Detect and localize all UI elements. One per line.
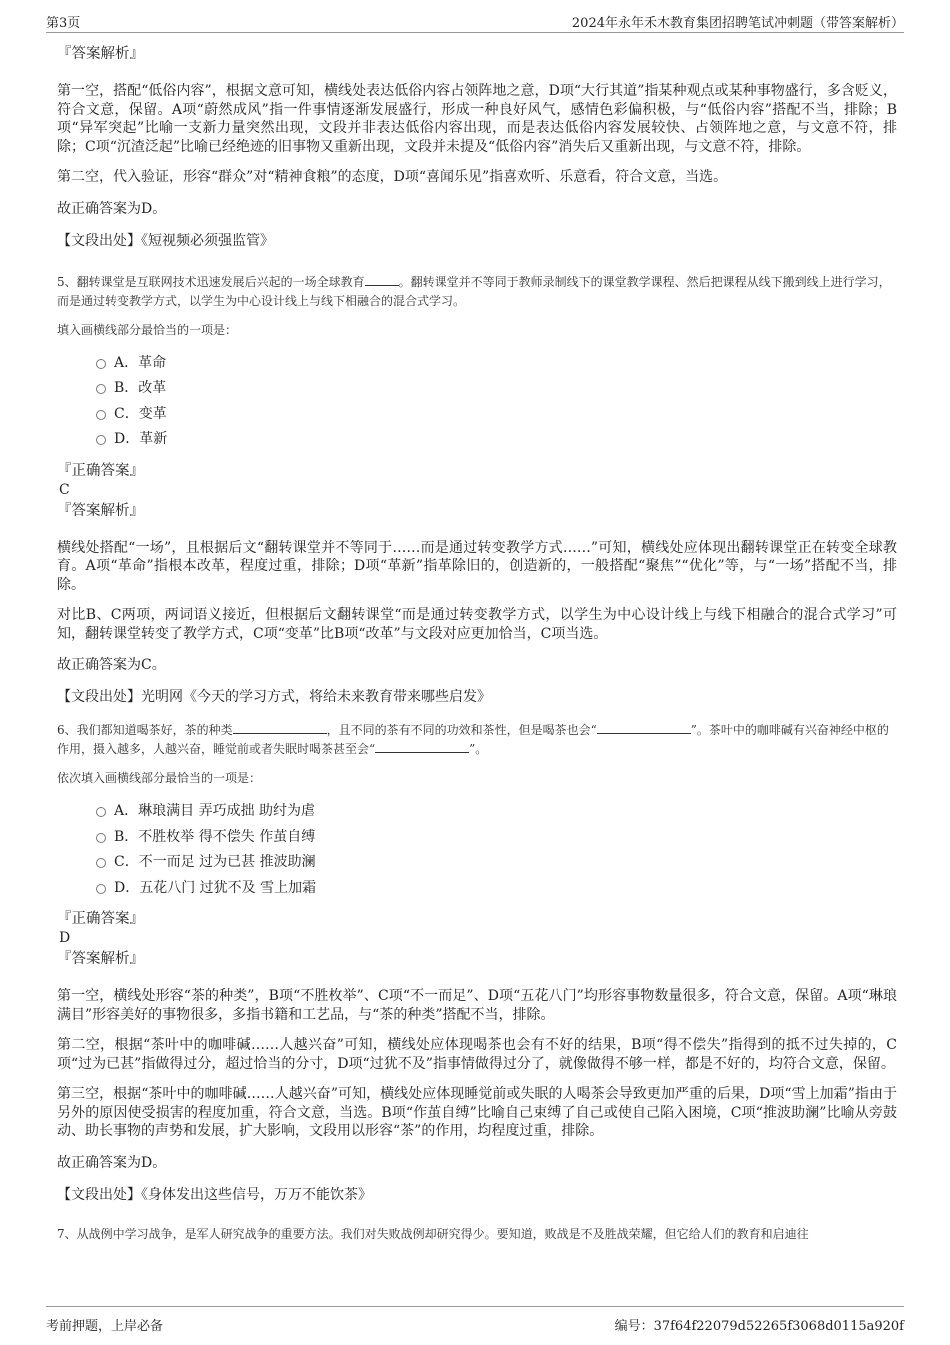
radio-button-icon[interactable] [96,807,106,817]
option-letter: B． [114,828,139,845]
question-text: ，且不同的茶有不同的功效和茶性，但是喝茶也会“ [326,723,597,737]
correct-answer: C [59,481,70,498]
option-letter: A． [114,803,139,819]
analysis-paragraph: 横线处搭配“一场”，且根据后文“翻转课堂并不等同于……而是通过转变教学方式……”可知，横线处应体现出翻转课堂正在转变全球教育。A项“革命”指根本改革，程度过重，排除；D项“革新”指革除旧的，创造新的，一般搭配“聚焦”“优化”等，与“一场”搭配不当，排除。 [57,539,897,593]
source-citation [57,687,897,707]
source-text: 光明网《今天的学习方式，将给未来教育带来哪些启发》 [141,689,491,705]
document-code [615,1315,904,1334]
analysis-heading: 『答案解析』 [57,502,144,519]
option-d[interactable] [57,427,897,453]
correct-answer-heading: 『正确答案』 [57,911,144,927]
question-prompt: 依次填入画横线部分最恰当的一项是： [57,771,262,785]
option-text: 变革 [138,405,167,422]
option-b[interactable] [57,376,897,402]
fill-blank [597,721,691,734]
radio-button-icon[interactable] [96,384,106,394]
question-stem-partial: 7、从战例中学习战争，是军人研究战争的重要方法。我们对失败战例却研究得少。要知道，败战是不及胜战荣耀，但它给人们的教育和启迪往 [57,1226,809,1241]
question-text: 6、我们都知道喝茶好，茶的种类 [57,723,233,737]
option-letter: A． [114,354,139,371]
source-citation [57,1185,897,1205]
analysis-conclusion: 故正确答案为D。 [57,200,167,217]
source-citation [57,231,897,251]
analysis-paragraph: 第一空，搭配“低俗内容”，根据文意可知，横线处表达低俗内容占领阵地之意，D项“大行其道”指某种观点或某种事物盛行，多含贬义，符合文意，保留。A项“蔚然成风”指一件事情逐渐发展盛行，形成一种良好风气，感情色彩偏积极，与“低俗内容”搭配不当，排除；B项“异军突起”比喻一支新力量突然出现，文段并非表达低俗内容出现，而是表达低俗内容发展较快、占领阵地之意，与文意不符，排除；C项“沉渣泛起”比喻已经绝迹的旧事物又重新出现，文段并未提及“低俗内容”消失后又重新出现，与文意不符，排除。 [57,83,897,155]
radio-button-icon[interactable] [96,833,106,843]
option-text: 五花八门 过犹不及 雪上加霜 [139,879,317,896]
fill-blank [233,721,327,734]
radio-button-icon[interactable] [96,435,106,445]
option-c[interactable] [57,402,897,428]
option-text: 改革 [138,380,167,396]
radio-button-icon[interactable] [96,858,106,868]
analysis-paragraph: 第二空，根据“茶叶中的咖啡碱……人越兴奋”可知，横线处应体现喝茶也会有不好的结果，B项“得不偿失”指得到的抵不过失掉的，C项“过为已甚”指做得过分，超过恰当的分寸，D项“过犹不及”指事情做得过分了，就像做得不够一样，都是不好的，均符合文意，保留。 [57,1037,897,1072]
option-text: 不胜枚举 得不偿失 作茧自缚 [138,828,316,845]
option-list [57,799,897,901]
document-body [57,44,897,1297]
option-d[interactable] [57,876,897,902]
question-text: ”。茶叶中的咖啡碱有兴奋神经中枢的作用，摄入越多，人越兴奋，睡觉前或者失眠时喝茶甚至会“ [57,723,889,756]
radio-button-icon[interactable] [96,884,106,894]
option-text: 革新 [139,431,168,447]
radio-button-icon[interactable] [96,359,106,369]
analysis-conclusion: 故正确答案为D。 [57,1154,167,1171]
option-letter: D． [114,431,140,447]
page-footer [46,1306,904,1337]
analysis-paragraph: 第一空，横线处形容“茶的种类”，B项“不胜枚举”、C项“不一而足”、D项“五花八门”均形容事物数量很多，符合文意，保留。A项“琳琅满目”形容美好的事物很多，多指书籍和工艺品，与“茶的种类”搭配不当，排除。 [57,988,897,1023]
question-stem [57,273,897,311]
fill-blank [375,740,469,753]
option-list [57,351,897,453]
document-title: 2024年永年禾木教育集团招聘笔试冲刺题（带答案解析） [571,16,904,31]
option-letter: C． [114,854,139,870]
analysis-paragraph: 对比B、C两项，两词语义接近，但根据后文翻转课堂“而是通过转变教学方式，以学生为中心设计线上与线下相融合的混合式学习”可知，翻转课堂转变了教学方式，C项“变革”比B项“改革”与文段对应更加恰当，C项当选。 [57,607,897,642]
question-prompt: 填入画横线部分最恰当的一项是： [57,322,238,337]
analysis-conclusion: 故正确答案为C。 [57,657,166,673]
code-label: 编号： [614,1319,654,1334]
page-header [46,10,904,33]
option-letter: C． [114,405,139,422]
question-text: 5、翻转课堂是互联网技术迅速发展后兴起的一场全球教育 [57,274,365,289]
source-label: 【文段出处】 [57,689,141,705]
analysis-paragraph: 第三空，根据“茶叶中的咖啡碱……人越兴奋”可知，横线处应体现睡觉前或失眠的人喝茶会导致更加严重的后果，D项“雪上加霜”指由于另外的原因使受损害的程度加重，符合文意，当选。B项“作茧自缚”比喻自己束缚了自己或使自己陷入困境，C项“推波助澜”比喻从旁鼓动、助长事物的声势和发展，扩大影响，文段用以形容“茶”的作用，均程度过重，排除。 [57,1086,897,1139]
analysis-heading: 『答案解析』 [57,46,144,62]
correct-answer: D [59,930,71,946]
analysis-heading: 『答案解析』 [57,951,144,967]
option-a[interactable] [57,799,897,825]
footer-slogan: 考前押题，上岸必备 [46,1319,164,1334]
source-text: 《身体发出这些信号，万万不能饮茶》 [141,1186,372,1203]
question-stem [57,721,897,759]
question-text: ”。 [469,742,488,756]
code-value: 37f64f22079d52265f3068d0115a920f [653,1319,904,1334]
analysis-paragraph: 第二空，代入验证，形容“群众”对“精神食粮”的态度，D项“喜闻乐见”指喜欢听、乐意看，符合文意，当选。 [57,169,728,185]
option-b[interactable] [57,825,897,851]
source-label: 【文段出处】 [57,232,141,249]
source-label: 【文段出处】 [57,1186,141,1203]
option-text: 革命 [138,354,167,371]
option-a[interactable] [57,351,897,377]
option-c[interactable] [57,850,897,876]
radio-button-icon[interactable] [96,410,106,420]
option-text: 不一而足 过为已甚 推波助澜 [138,854,316,870]
source-text: 《短视频必须强监管》 [141,232,274,249]
question-text: 。翻转课堂并不等同于教师录制线下的课堂教学课程、然后把课程从线下搬到线上进行学习，而是通过转变教学方式，以学生为中心设计线上与线下相融合的混合式学习。 [57,274,891,308]
correct-answer-heading: 『正确答案』 [57,462,144,479]
fill-blank [365,273,399,286]
option-letter: D． [114,879,140,896]
option-text: 琳琅满目 弄巧成拙 助纣为虐 [138,803,316,819]
option-letter: B． [114,380,139,396]
page-number: 第3页 [46,16,81,31]
